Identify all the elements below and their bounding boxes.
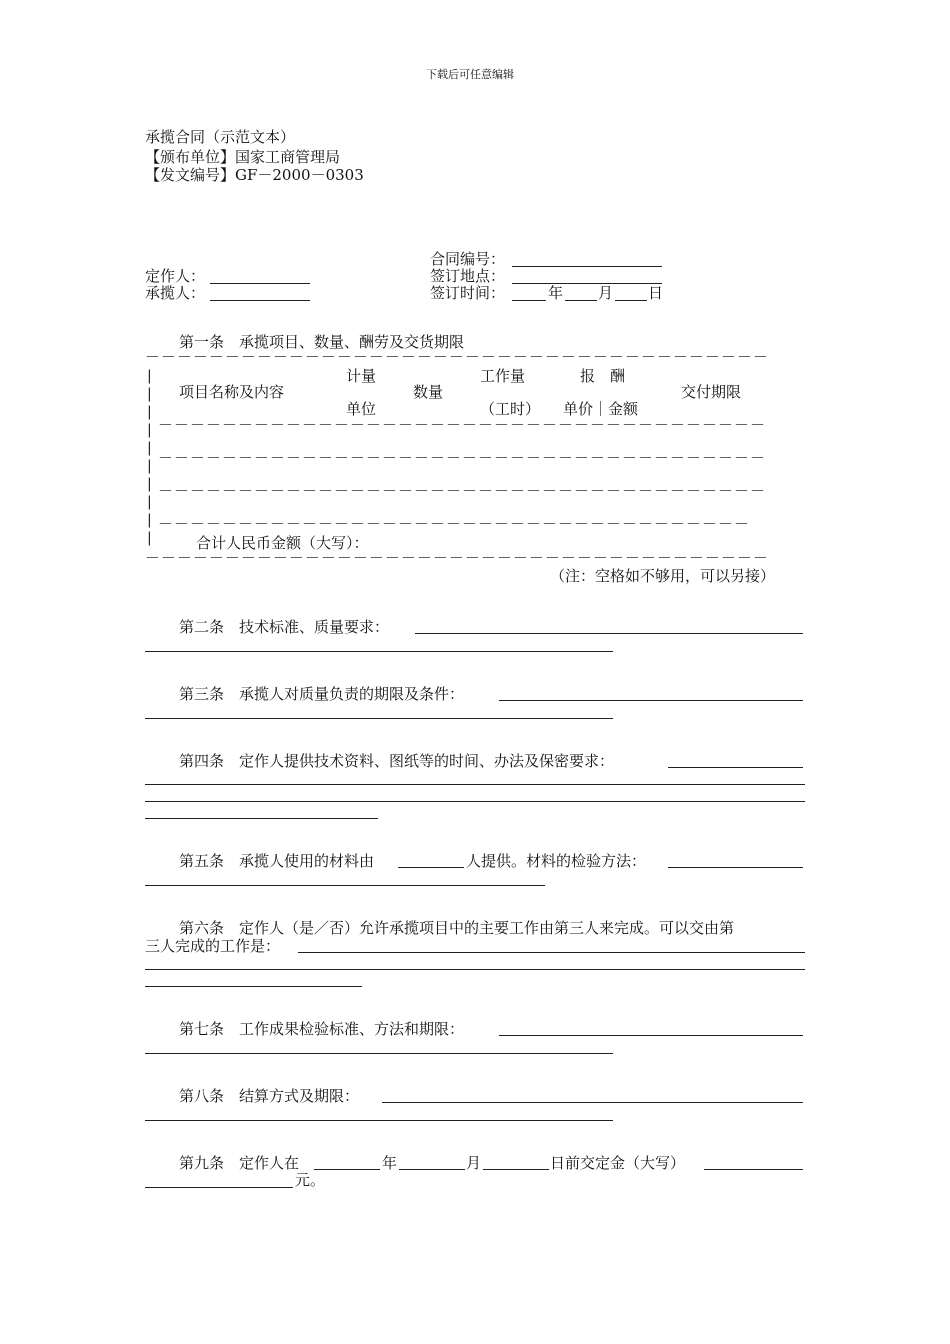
article7-text: 第七条 工作成果检验标准、方法和期限： (179, 1020, 465, 1038)
sign-place-label: 签订地点： (430, 267, 506, 285)
article5-inspection-blank[interactable] (145, 885, 545, 886)
article9-year-label: 年 (382, 1154, 398, 1172)
article5-text-end: 人提供。材料的检验方法： (466, 852, 647, 870)
orderer-blank[interactable] (210, 283, 310, 284)
col-unit-bottom: 单位 (346, 400, 377, 418)
document-title: 承揽合同（示范文本） (145, 128, 296, 146)
col-pay-bottom: 单价｜金额 (563, 400, 639, 418)
article3-blank[interactable] (499, 700, 803, 701)
col-pay-top: 报 酬 (580, 367, 626, 385)
contract-no-blank[interactable] (512, 266, 662, 267)
sign-month-label: 月 (598, 284, 614, 302)
article9-deposit-blank[interactable] (145, 1187, 293, 1188)
article3-blank[interactable] (145, 718, 613, 719)
article9-yuan-label: 元。 (295, 1171, 326, 1189)
article5-text-start: 第五条 承揽人使用的材料由 (179, 852, 375, 870)
table-row-rule: －－－－－－－－－－－－－－－－－－－－－－－－－－－－－－－－－－－－－ (158, 515, 751, 533)
sign-year-label: 年 (548, 284, 564, 302)
sign-month-blank[interactable] (565, 300, 597, 301)
article6-line1: 第六条 定作人（是／否）允许承揽项目中的主要工作由第三人来完成。可以交由第 (179, 919, 735, 937)
article4-blank[interactable] (145, 801, 805, 802)
table-bottom-rule: －－－－－－－－－－－－－－－－－－－－－－－－－－－－－－－－－－－－－－－ (145, 549, 770, 567)
contractor-blank[interactable] (210, 300, 310, 301)
article8-text: 第八条 结算方式及期限： (179, 1087, 360, 1105)
sign-day-blank[interactable] (615, 300, 647, 301)
article4-blank[interactable] (668, 767, 803, 768)
col-work-top: 工作量 (480, 367, 526, 385)
table-row-rule: －－－－－－－－－－－－－－－－－－－－－－－－－－－－－－－－－－－－－－ (158, 482, 767, 500)
sign-place-blank[interactable] (512, 283, 662, 284)
article8-blank[interactable] (382, 1102, 803, 1103)
article7-blank[interactable] (145, 1053, 613, 1054)
document-number: 【发文编号】GF－2000－0303 (145, 166, 364, 184)
table-top-rule: －－－－－－－－－－－－－－－－－－－－－－－－－－－－－－－－－－－－－－－ (145, 348, 770, 366)
article5-supplier-blank[interactable] (398, 867, 464, 868)
col-deadline: 交付期限 (681, 383, 742, 401)
article9-month-label: 月 (466, 1154, 482, 1172)
article4-blank[interactable] (145, 784, 805, 785)
article8-blank[interactable] (145, 1120, 613, 1121)
table-row-rule: －－－－－－－－－－－－－－－－－－－－－－－－－－－－－－－－－－－－－－ (158, 449, 767, 467)
col-work-bottom: （工时） (480, 400, 541, 418)
article9-deposit-label: 日前交定金（大写） (550, 1154, 686, 1172)
issuing-authority: 【颁布单位】国家工商管理局 (145, 148, 341, 166)
col-unit-top: 计量 (346, 367, 377, 385)
article6-blank[interactable] (145, 969, 805, 970)
article2-blank[interactable] (145, 651, 613, 652)
contract-no-label: 合同编号： (430, 250, 506, 268)
article6-blank[interactable] (145, 986, 362, 987)
article9-month-blank[interactable] (399, 1169, 465, 1170)
sign-day-label: 日 (648, 284, 664, 302)
article2-blank[interactable] (415, 633, 803, 634)
article6-line2: 三人完成的工作是： (145, 937, 281, 955)
article4-blank[interactable] (145, 818, 378, 819)
article7-blank[interactable] (499, 1035, 803, 1036)
article5-inspection-blank[interactable] (668, 867, 803, 868)
table-left-border: | | | | | | | | | | (147, 368, 152, 546)
article6-blank[interactable] (298, 952, 805, 953)
article4-text: 第四条 定作人提供技术资料、图纸等的时间、办法及保密要求： (179, 752, 615, 770)
table-row-rule: －－－－－－－－－－－－－－－－－－－－－－－－－－－－－－－－－－－－－－ (158, 416, 767, 434)
table-note: （注：空格如不够用，可以另接） (550, 567, 776, 585)
col-name: 项目名称及内容 (179, 383, 285, 401)
orderer-label: 定作人： (145, 267, 206, 285)
contractor-label: 承揽人： (145, 284, 206, 302)
sign-time-label: 签订时间： (430, 284, 506, 302)
article9-year-blank[interactable] (314, 1169, 380, 1170)
header-note: 下载后可任意编辑 (426, 68, 514, 81)
article9-deposit-blank[interactable] (704, 1169, 803, 1170)
article3-text: 第三条 承揽人对质量负责的期限及条件： (179, 685, 465, 703)
table-total-label: 合计人民币金额（大写）： (196, 534, 369, 552)
col-qty: 数量 (413, 383, 444, 401)
sign-year-blank[interactable] (512, 300, 546, 301)
article9-day-blank[interactable] (483, 1169, 549, 1170)
article9-text-start: 第九条 定作人在 (179, 1154, 300, 1172)
article2-text: 第二条 技术标准、质量要求： (179, 618, 390, 636)
article1-heading: 第一条 承揽项目、数量、酬劳及交货期限 (179, 333, 465, 351)
